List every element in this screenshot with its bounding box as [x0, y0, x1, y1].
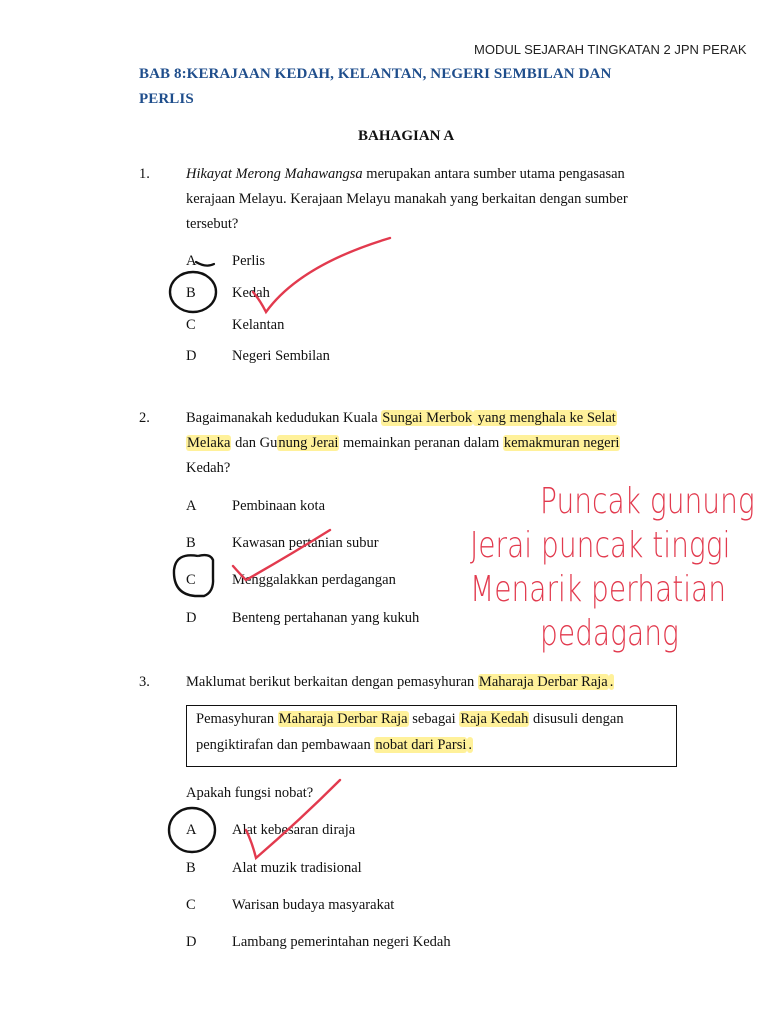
info-highlight: Maharaja Derbar Raja	[278, 711, 408, 727]
q1-option-text[interactable]: Negeri Sembilan	[232, 348, 330, 364]
chapter-title-line1: BAB 8:KERAJAAN KEDAH, KELANTAN, NEGERI SEMBILAN DAN	[139, 66, 612, 82]
q3-highlight: .	[609, 674, 614, 690]
checkmark-q3	[246, 780, 340, 858]
info-text: sebagai	[408, 711, 460, 727]
q3-option-text[interactable]: Lambang pemerintahan negeri Kedah	[232, 934, 451, 950]
info-text: Pemasyhuran	[196, 711, 278, 727]
q2-highlight: kemakmuran negeri	[503, 435, 620, 451]
q1-stem-line3: tersebut?	[186, 216, 239, 232]
section-title: BAHAGIAN A	[358, 128, 455, 144]
q3-option-letter[interactable]: B	[186, 860, 196, 876]
q1-source-title: Hikayat Merong Mahawangsa	[186, 166, 363, 182]
q3-option-text[interactable]: Alat muzik tradisional	[232, 860, 362, 876]
q3-number: 3.	[139, 674, 150, 690]
handwritten-note-line2: Jerai puncak tinggi	[470, 525, 731, 566]
info-text: disusuli dengan	[529, 711, 624, 727]
info-highlight: Raja Kedah	[460, 711, 529, 727]
checkmark-q2	[233, 530, 330, 580]
q2-number: 2.	[139, 410, 150, 426]
q3-highlight: Maharaja Derbar Raja	[478, 674, 608, 690]
info-highlight: .	[468, 737, 472, 753]
q2-option-text[interactable]: Menggalakkan perdagangan	[232, 572, 396, 588]
q3-option-text[interactable]: Warisan budaya masyarakat	[232, 897, 395, 913]
q1-option-letter[interactable]: D	[186, 348, 197, 364]
q1-option-letter[interactable]: B	[186, 285, 196, 301]
answer-circle-q2	[174, 555, 213, 596]
q3-option-letter[interactable]: A	[186, 822, 197, 838]
q1-number: 1.	[139, 166, 150, 182]
answer-circle-q1	[170, 272, 216, 312]
q1-option-text[interactable]: Perlis	[232, 253, 266, 269]
q1-option-letter[interactable]: A	[186, 253, 197, 269]
q2-highlight: yang menghala ke Selat	[474, 410, 616, 426]
q2-option-text[interactable]: Pembinaan kota	[232, 498, 326, 514]
q2-option-letter[interactable]: B	[186, 535, 196, 551]
answer-circle-q3	[169, 808, 215, 852]
q2-option-text[interactable]: Benteng pertahanan yang kukuh	[232, 610, 420, 626]
q2-option-letter[interactable]: A	[186, 498, 197, 514]
q2-stem-line3: Kedah?	[186, 460, 231, 476]
q2-highlight: Sungai Merbok	[382, 410, 473, 426]
handwritten-note-line3: Menarik perhatian	[470, 569, 727, 610]
q1-stem-text: merupakan antara sumber utama pengasasan	[362, 166, 625, 182]
info-text: pengiktirafan dan pembawaan	[196, 737, 375, 753]
chapter-title-line2: PERLIS	[139, 91, 194, 107]
q2-text: memainkan peranan dalam	[339, 435, 503, 451]
q2-highlight: nung Jerai	[278, 435, 339, 451]
q1-option-letter[interactable]: C	[186, 317, 196, 333]
q2-option-letter[interactable]: C	[186, 572, 196, 588]
q1-option-text[interactable]: Kedah	[232, 285, 270, 301]
q1-stem-line2: kerajaan Melayu. Kerajaan Melayu manakah yang berkaitan dengan sumber	[186, 191, 628, 207]
info-highlight: nobat dari Parsi	[375, 737, 467, 753]
q2-text: dan Gu	[231, 435, 278, 451]
checkmark-q1	[253, 238, 390, 312]
q2-option-letter[interactable]: D	[186, 610, 197, 626]
module-header: MODUL SEJARAH TINGKATAN 2 JPN PERAK	[474, 42, 747, 57]
q2-highlight: Melaka	[187, 435, 231, 451]
q3-option-text[interactable]: Alat kebesaran diraja	[232, 822, 356, 838]
q1-option-text[interactable]: Kelantan	[232, 317, 285, 333]
pen-mark-q1	[196, 262, 214, 266]
handwritten-note-line1: Puncak gunung	[540, 481, 755, 522]
q2-option-text[interactable]: Kawasan pertanian subur	[232, 535, 379, 551]
q3-option-letter[interactable]: D	[186, 934, 197, 950]
handwritten-note-line4: pedagang	[540, 613, 679, 654]
q3-option-letter[interactable]: C	[186, 897, 196, 913]
q3-text: Maklumat berikut berkaitan dengan pemasyhuran	[186, 674, 478, 690]
q2-text: Bagaimanakah kedudukan Kuala	[186, 410, 382, 426]
q3-question: Apakah fungsi nobat?	[186, 785, 314, 801]
